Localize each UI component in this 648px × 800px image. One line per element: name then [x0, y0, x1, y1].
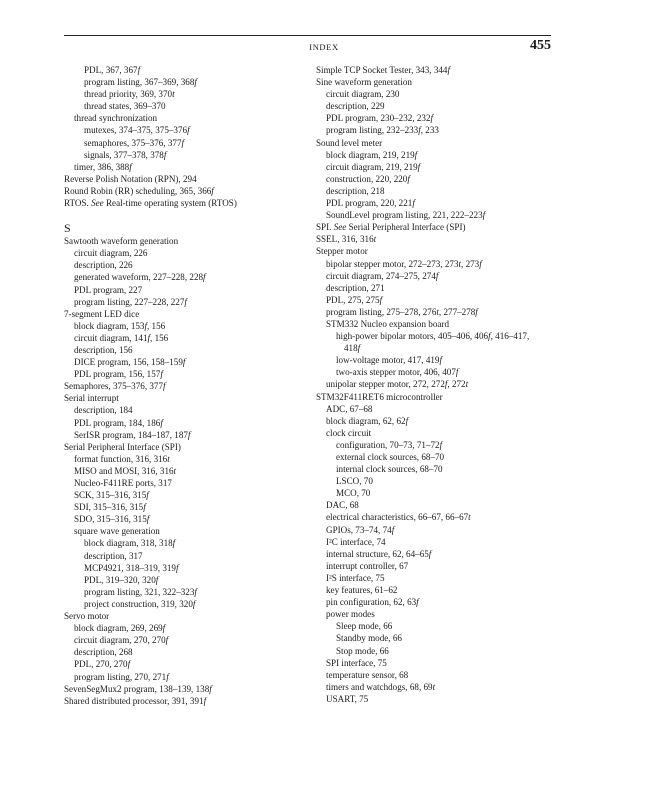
- index-column-right: [316, 64, 561, 705]
- index-entry: Stepper motor: [316, 246, 368, 257]
- index-subentry: LSCO, 70: [336, 476, 373, 487]
- index-subentry: STM332 Nucleo expansion board: [326, 318, 449, 329]
- index-subentry: circuit diagram, 219, 219f: [326, 161, 421, 172]
- index-subentry: block diagram, 62, 62f: [326, 415, 409, 426]
- index-subentry: program listing, 270, 271f: [74, 671, 169, 682]
- index-subentry: Stop mode, 66: [336, 645, 389, 656]
- index-subentry: description, 218: [326, 185, 385, 196]
- index-subentry: block diagram, 153f, 156: [74, 320, 166, 331]
- index-subentry: SoundLevel program listing, 221, 222–223f: [326, 210, 486, 221]
- index-subentry: description, 268: [74, 647, 133, 658]
- section-gap: [64, 209, 309, 221]
- index-subentry: circuit diagram, 226: [74, 248, 148, 259]
- index-entry: RTOS. See Real-time operating system (RTOS): [64, 198, 237, 209]
- index-subentry: configuration, 70–73, 71–72f: [336, 439, 443, 450]
- index-entry: Sound level meter: [316, 137, 383, 148]
- index-subentry: signals, 377–378, 378f: [84, 149, 167, 160]
- index-subentry: PDL program, 220, 221f: [326, 198, 415, 209]
- index-subentry: external clock sources, 68–70: [336, 452, 445, 462]
- index-subentry: ADC, 67–68: [326, 403, 373, 414]
- index-subentry: Sleep mode, 66: [336, 621, 393, 632]
- index-subentry: PDL, 367, 367f: [84, 65, 141, 75]
- index-subentry: block diagram, 269, 269f: [74, 623, 166, 634]
- index-subentry: timer, 386, 388f: [74, 161, 132, 172]
- index-column-left: [64, 64, 309, 707]
- index-subentry: 418f: [344, 343, 361, 354]
- index-subentry: low-voltage motor, 417, 419f: [336, 355, 442, 366]
- index-subentry: program listing, 275–278, 276t, 277–278f: [326, 306, 478, 317]
- index-entry: Sawtooth waveform generation: [64, 236, 179, 247]
- index-subentry: internal clock sources, 68–70: [336, 464, 443, 475]
- index-entry: Serial Peripheral Interface (SPI): [64, 441, 181, 452]
- index-subentry: power modes: [326, 609, 375, 620]
- index-entry: Shared distributed processor, 391, 391f: [64, 695, 207, 706]
- index-entry: 7-segment LED dice: [64, 308, 140, 319]
- index-subentry: temperature sensor, 68: [326, 669, 409, 680]
- index-entry: Sine waveform generation: [316, 77, 412, 88]
- index-subentry: mutexes, 374–375, 375–376f: [84, 125, 190, 136]
- index-subentry: block diagram, 318, 318f: [84, 538, 176, 549]
- index-subentry: USART, 75: [326, 693, 369, 704]
- index-subentry: thread states, 369–370: [84, 101, 166, 112]
- index-subentry: unipolar stepper motor, 272, 272f, 272t: [326, 379, 469, 390]
- index-subentry: project construction, 319, 320f: [84, 598, 196, 609]
- index-subentry: description, 229: [326, 101, 385, 112]
- index-subentry: DAC, 68: [326, 500, 359, 511]
- index-subentry: PDL, 319–320, 320f: [84, 574, 159, 585]
- index-subentry: program listing, 232–233f, 233: [326, 125, 439, 136]
- index-subentry: semaphores, 375–376, 377f: [84, 137, 185, 148]
- index-subentry: DICE program, 156, 158–159f: [74, 357, 186, 368]
- index-subentry: thread priority, 369, 370t: [84, 89, 175, 100]
- index-subentry: thread synchronization: [74, 113, 158, 124]
- index-subentry: Standby mode, 66: [336, 633, 402, 644]
- index-subentry: SerISR program, 184–187, 187f: [74, 429, 191, 440]
- index-subentry: format function, 316, 316t: [74, 453, 170, 464]
- index-subentry: PDL program, 156, 157f: [74, 369, 163, 380]
- index-subentry: high-power bipolar motors, 405–406, 406f, 416–417,: [336, 331, 530, 342]
- index-subentry: I²S interface, 75: [326, 572, 385, 583]
- index-subentry: program listing, 227–228, 227f: [74, 296, 187, 307]
- index-subentry: PDL program, 227: [74, 284, 143, 295]
- index-subentry: MCP4921, 318–319, 319f: [84, 562, 179, 573]
- index-subentry: two-axis stepper motor, 406, 407f: [336, 367, 459, 378]
- index-subentry: square wave generation: [74, 526, 160, 537]
- index-entry: Simple TCP Socket Tester, 343, 344f: [316, 65, 450, 75]
- index-entry: Servo motor: [64, 611, 110, 622]
- index-subentry: interrupt controller, 67: [326, 560, 409, 571]
- index-entry: SPI. See Serial Peripheral Interface (SPI): [316, 222, 466, 233]
- index-subentry: I²C interface, 74: [326, 536, 386, 547]
- index-subentry: circuit diagram, 270, 270f: [74, 635, 169, 646]
- index-subentry: clock circuit: [326, 427, 372, 438]
- index-subentry: SDO, 315–316, 315f: [74, 514, 150, 525]
- index-subentry: MCO, 70: [336, 488, 371, 499]
- index-subentry: PDL, 270, 270f: [74, 659, 131, 670]
- index-subentry: SDI, 315–316, 315f: [74, 502, 146, 513]
- index-subentry: Nucleo-F411RE ports, 317: [74, 478, 172, 488]
- index-entry: Reverse Polish Notation (RPN), 294: [64, 173, 197, 184]
- index-entry: STM32F411RET6 microcontroller: [316, 391, 443, 402]
- index-subentry: construction, 220, 220f: [326, 173, 410, 184]
- index-subentry: generated waveform, 227–228, 228f: [74, 272, 206, 283]
- index-entry: SevenSegMux2 program, 138–139, 138f: [64, 683, 212, 694]
- running-head: INDEX: [309, 42, 339, 52]
- index-subentry: PDL, 275, 275f: [326, 294, 383, 305]
- page-number: 455: [530, 38, 551, 53]
- index-subentry: electrical characteristics, 66–67, 66–67t: [326, 512, 471, 523]
- index-subentry: bipolar stepper motor, 272–273, 273t, 273f: [326, 258, 482, 269]
- index-subentry: PDL program, 230–232, 232f: [326, 113, 434, 124]
- index-entry: Round Robin (RR) scheduling, 365, 366f: [64, 185, 214, 196]
- index-subentry: block diagram, 219, 219f: [326, 149, 418, 160]
- index-entry: SSEL, 316, 316t: [316, 234, 377, 245]
- index-subentry: description, 156: [74, 344, 133, 355]
- index-subentry: internal structure, 62, 64–65f: [326, 548, 432, 559]
- index-subentry: GPIOs, 73–74, 74f: [326, 524, 395, 535]
- index-subentry: pin configuration, 62, 63f: [326, 597, 419, 608]
- index-subentry: program listing, 367–369, 368f: [84, 77, 197, 88]
- index-subentry: timers and watchdogs, 68, 69t: [326, 681, 436, 692]
- index-subentry: circuit diagram, 274–275, 274f: [326, 270, 439, 281]
- index-subentry: PDL program, 184, 186f: [74, 417, 163, 428]
- index-subentry: description, 271: [326, 282, 385, 293]
- index-subentry: program listing, 321, 322–323f: [84, 586, 197, 597]
- index-subentry: description, 184: [74, 405, 133, 416]
- index-subentry: circuit diagram, 141f, 156: [74, 332, 169, 343]
- index-entry: Semaphores, 375–376, 377f: [64, 381, 166, 392]
- index-subentry: SPI interface, 75: [326, 657, 387, 668]
- index-subentry: SCK, 315–316, 315f: [74, 490, 149, 501]
- index-entry: Serial interrupt: [64, 393, 119, 404]
- index-subentry: key features, 61–62: [326, 585, 398, 596]
- index-subentry: circuit diagram, 230: [326, 89, 400, 100]
- index-subentry: description, 317: [84, 550, 143, 561]
- index-subentry: description, 226: [74, 260, 133, 271]
- index-subentry: MISO and MOSI, 316, 316t: [74, 465, 177, 476]
- header-rule: [64, 35, 551, 36]
- section-letter-heading: S: [64, 221, 71, 236]
